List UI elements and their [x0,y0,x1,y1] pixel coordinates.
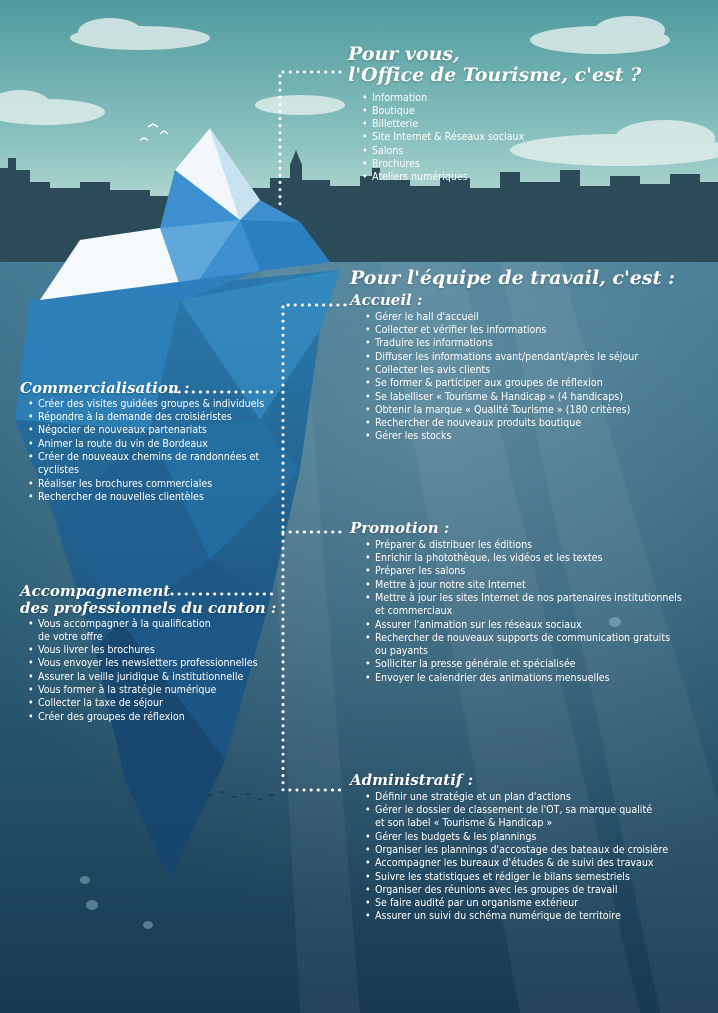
list-item: • Site Internet & Réseaux sociaux [360,131,688,144]
list-item: • Gérer le dossier de classement de l'OT, sa marque qualité et son label « Tourisme & Handicap » [363,804,712,831]
commercialisation-title: Commercialisation : [20,379,190,397]
list-item: • Gérer les budgets & les plannings [363,831,712,844]
list-item: • Organiser les plannings d'accostage des bateaux de croisière [363,844,712,857]
accueil-title: Accueil : [350,291,423,309]
list-item: • Se faire audité par un organisme extérieur [363,897,712,910]
list-item: • Mettre à jour les sites Internet de nos partenaires institutionnels et commerciaux [363,592,712,619]
administratif-title: Administratif : [350,771,474,789]
list-item: • Vous former à la stratégie numérique [26,684,290,697]
list-item: • Créer de nouveaux chemins de randonnées et cyclistes [26,451,290,478]
list-item: • Diffuser les informations avant/pendant/après le séjour [363,351,710,364]
list-item: • Vous envoyer les newsletters professionnelles [26,657,290,670]
commercialisation-block [20,380,290,504]
list-item: • Accompagner les bureaux d'études & de suivi des travaux [363,857,712,870]
list-item: • Traduire les informations [363,337,710,350]
list-item: • Suivre les statistiques et rédiger le bilans semestriels [363,871,712,884]
accompagnement-title-line2: des professionnels du canton : [20,598,277,617]
list-item: • Préparer les salons [363,565,712,578]
list-item: • Assurer un suivi du schéma numérique de territoire [363,910,712,923]
list-item: • Salons [360,145,688,158]
list-item: • Billetterie [360,118,688,131]
intro-title-line2: l'Office de Tourisme, c'est ? [348,64,642,87]
list-item: • Créer des visites guidées groupes & individuels [26,398,290,411]
promotion-block [350,520,712,685]
list-item: • Préparer & distribuer les éditions [363,539,712,552]
accompagnement-title-line1: Accompagnement [20,582,171,600]
accompagnement-block [20,583,290,724]
list-item: • Réaliser les brochures commerciales [26,478,290,491]
commercialisation-list [26,398,290,504]
list-item: • Définir une stratégie et un plan d'actions [363,791,712,804]
promotion-list [363,539,712,685]
accueil-block [350,292,710,444]
list-item: • Gérer le hall d'accueil [363,311,710,324]
accompagnement-list [26,618,290,724]
list-item: • Ateliers numériques [360,171,688,184]
list-item: • Mettre à jour notre site Internet [363,579,712,592]
list-item: • Répondre à la demande des croisiéristes [26,411,290,424]
intro-title-line1: Pour vous, [348,43,460,65]
list-item: • Rechercher de nouveaux produits boutique [363,417,710,430]
list-item: • Rechercher de nouveaux supports de communication gratuits ou payants [363,632,712,659]
team-title: Pour l'équipe de travail, c'est : [350,267,675,289]
list-item: • Envoyer le calendrier des animations mensuelles [363,672,712,685]
promotion-title: Promotion : [350,519,450,537]
intro-list [360,92,688,185]
administratif-list [363,791,712,924]
list-item: • Vous livrer les brochures [26,644,290,657]
list-item: • Gérer les stocks [363,430,710,443]
list-item: • Information [360,92,688,105]
list-item: • Animer la route du vin de Bordeaux [26,438,290,451]
list-item: • Négocier de nouveaux partenariats [26,424,290,437]
list-item: • Collecter les avis clients [363,364,710,377]
list-item: • Se former & participer aux groupes de réflexion [363,377,710,390]
list-item: • Organiser des réunions avec les groupes de travail [363,884,712,897]
list-item: • Collecter la taxe de séjour [26,697,290,710]
list-item: • Boutique [360,105,688,118]
list-item: • Enrichir la photothèque, les vidéos et les textes [363,552,712,565]
list-item: • Collecter et vérifier les informations [363,324,710,337]
list-item: • Créer des groupes de réflexion [26,711,290,724]
list-item: • Solliciter la presse générale et spécialisée [363,658,712,671]
intro-block [348,44,688,185]
list-item: • Assurer la veille juridique & institutionnelle [26,671,290,684]
list-item: • Brochures [360,158,688,171]
list-item: • Obtenir la marque « Qualité Tourisme » (180 critères) [363,404,710,417]
list-item: • Se labelliser « Tourisme & Handicap » (4 handicaps) [363,391,710,404]
list-item: • Vous accompagner à la qualification de votre offre [26,618,290,645]
list-item: • Rechercher de nouvelles clientèles [26,491,290,504]
accueil-list [363,311,710,444]
list-item: • Assurer l'animation sur les réseaux sociaux [363,619,712,632]
administratif-block [350,772,712,924]
